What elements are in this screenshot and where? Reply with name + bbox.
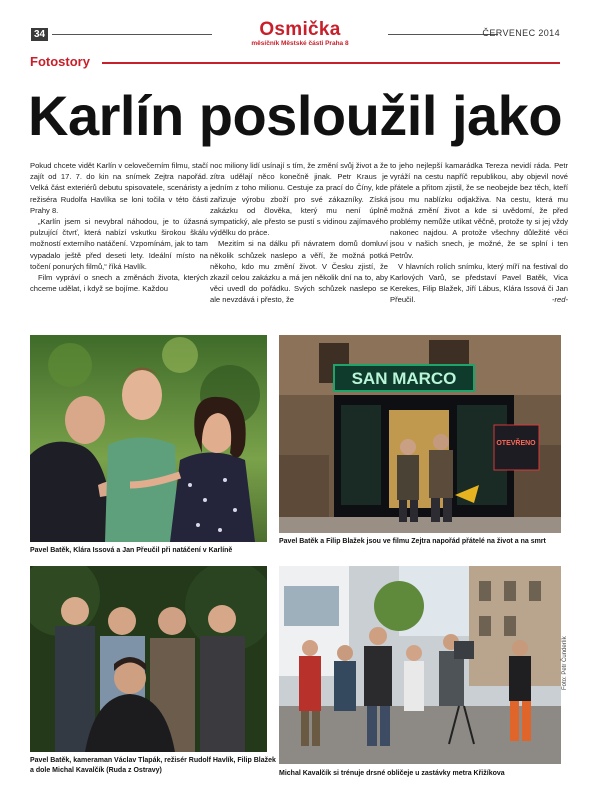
paragraph: noc miliony lidí usínají s tím, že změní svůj život a že zítra udělají něco konečně jinak. Petr Kraus je jedním z toho milionu. Cestuje za prací do Číny, kde zařizuje výrobu zboží pro své zákazníky. Získá zakázku od člověka, který mu není úplně sympatický, ale přesto se pustí s vidinou zajímavého výdělku do práce. bbox=[210, 161, 388, 238]
paragraph: Mezitím si na dálku při návratem domů domluví několik schůzek naslepo a věří, že možná potká někoho, kdo mu změní život. V Česku zjistí, že zkazil celou zakázku a má jen několik dní na to, aby věci uvedl do pořádku. Svých schůzek naslepo se ale nevzdává i přesto, že bbox=[210, 239, 388, 305]
section-rule bbox=[102, 62, 560, 64]
paragraph-text: V hlavních rolích snímku, který míří na festival do Karlových Varů, se představí Pavel Batěk, Vica Kerekes, Filip Blažek, Jiří Lábus, Klára Issová či Jan Přeučil. bbox=[390, 261, 568, 305]
paragraph: to jeho nejlepší kamarádka Tereza nevidí ráda. Petr vyráží na cestu napříč republikou, aby objevil nové přátele a přitom zjistil, že se neobejde bez těch, kteří jsou mu nablízku odjakživa. Na cestu, která mu možná změní život a kde si uvědomí, že před problémy nemůže utíkat věčně, protože ty si jej vždy nakonec najdou. A protože všechny důležité věci jsou v našich snech, je možné, že se splní i ten Petrův. bbox=[390, 161, 568, 260]
open-sign-text: OTEVŘENO bbox=[496, 440, 536, 447]
photo-caption: Pavel Batěk, Klára Issová a Jan Přeučil při natáčení v Karlíně bbox=[30, 547, 233, 554]
headline: Karlín posloužil jako bbox=[28, 84, 563, 147]
page-number: 34 bbox=[31, 28, 48, 41]
photo-actors-garden bbox=[30, 335, 267, 542]
photo-caption: Pavel Batěk a Filip Blažek jsou ve filmu Zejtra napořád přátelé na život a na smrt bbox=[279, 538, 546, 545]
photo-credit: Foto: Petr Čunderlík bbox=[562, 636, 568, 690]
photo-caption: Michal Kavalčík si trénuje drsné obličeje u zastávky metra Křižíkova bbox=[279, 770, 505, 777]
brand-subtitle: měsíčník Městské části Praha 8 bbox=[251, 40, 349, 47]
author-signature: -red- bbox=[551, 295, 568, 305]
photo-street-scene bbox=[279, 566, 561, 764]
header-rule-left bbox=[52, 34, 212, 35]
article-column-2 bbox=[210, 160, 388, 320]
paragraph: Film vypráví o snech a změnách života, kterých chceme udělat, i když se bojíme. Každou bbox=[30, 273, 208, 294]
photo-film-crew bbox=[30, 566, 267, 752]
section-title: Fotostory bbox=[30, 54, 90, 69]
paragraph bbox=[390, 261, 568, 306]
paragraph: „Karlín jsem si nevybral náhodou, je to úžasná pulzující čtvrť, která nabízí vskutku širokou škálu možností externího natáčení. Vzpomínám, jak to tam vypadalo ještě před deseti lety. Ideální místo na točení ponurých filmů,“ říká Havlík. bbox=[30, 217, 208, 271]
photo-san-marco-storefront bbox=[279, 335, 561, 533]
masthead bbox=[220, 20, 380, 48]
brand-name: Osmička bbox=[259, 19, 341, 40]
article-column-1 bbox=[30, 160, 208, 320]
article-column-3 bbox=[390, 160, 568, 320]
paragraph: Pokud chcete vidět Karlín v celovečerním filmu, stačí zajít od 17. 7. do kin na snímek Zejtra napořád. Velká část exteriérů debutu spisovatele, scenáristy a režiséra Rudolfa Havlíka se loni točila v této části Prahy 8. bbox=[30, 161, 208, 215]
photo-caption: Pavel Batěk, kameraman Václav Tlapák, režisér Rudolf Havlík, Filip Blažek a dole Michal Kavalčík (Ruda z Ostravy) bbox=[30, 757, 276, 774]
neon-sign-text: SAN MARCO bbox=[351, 369, 457, 388]
issue-date: ČERVENEC 2014 bbox=[482, 28, 560, 38]
